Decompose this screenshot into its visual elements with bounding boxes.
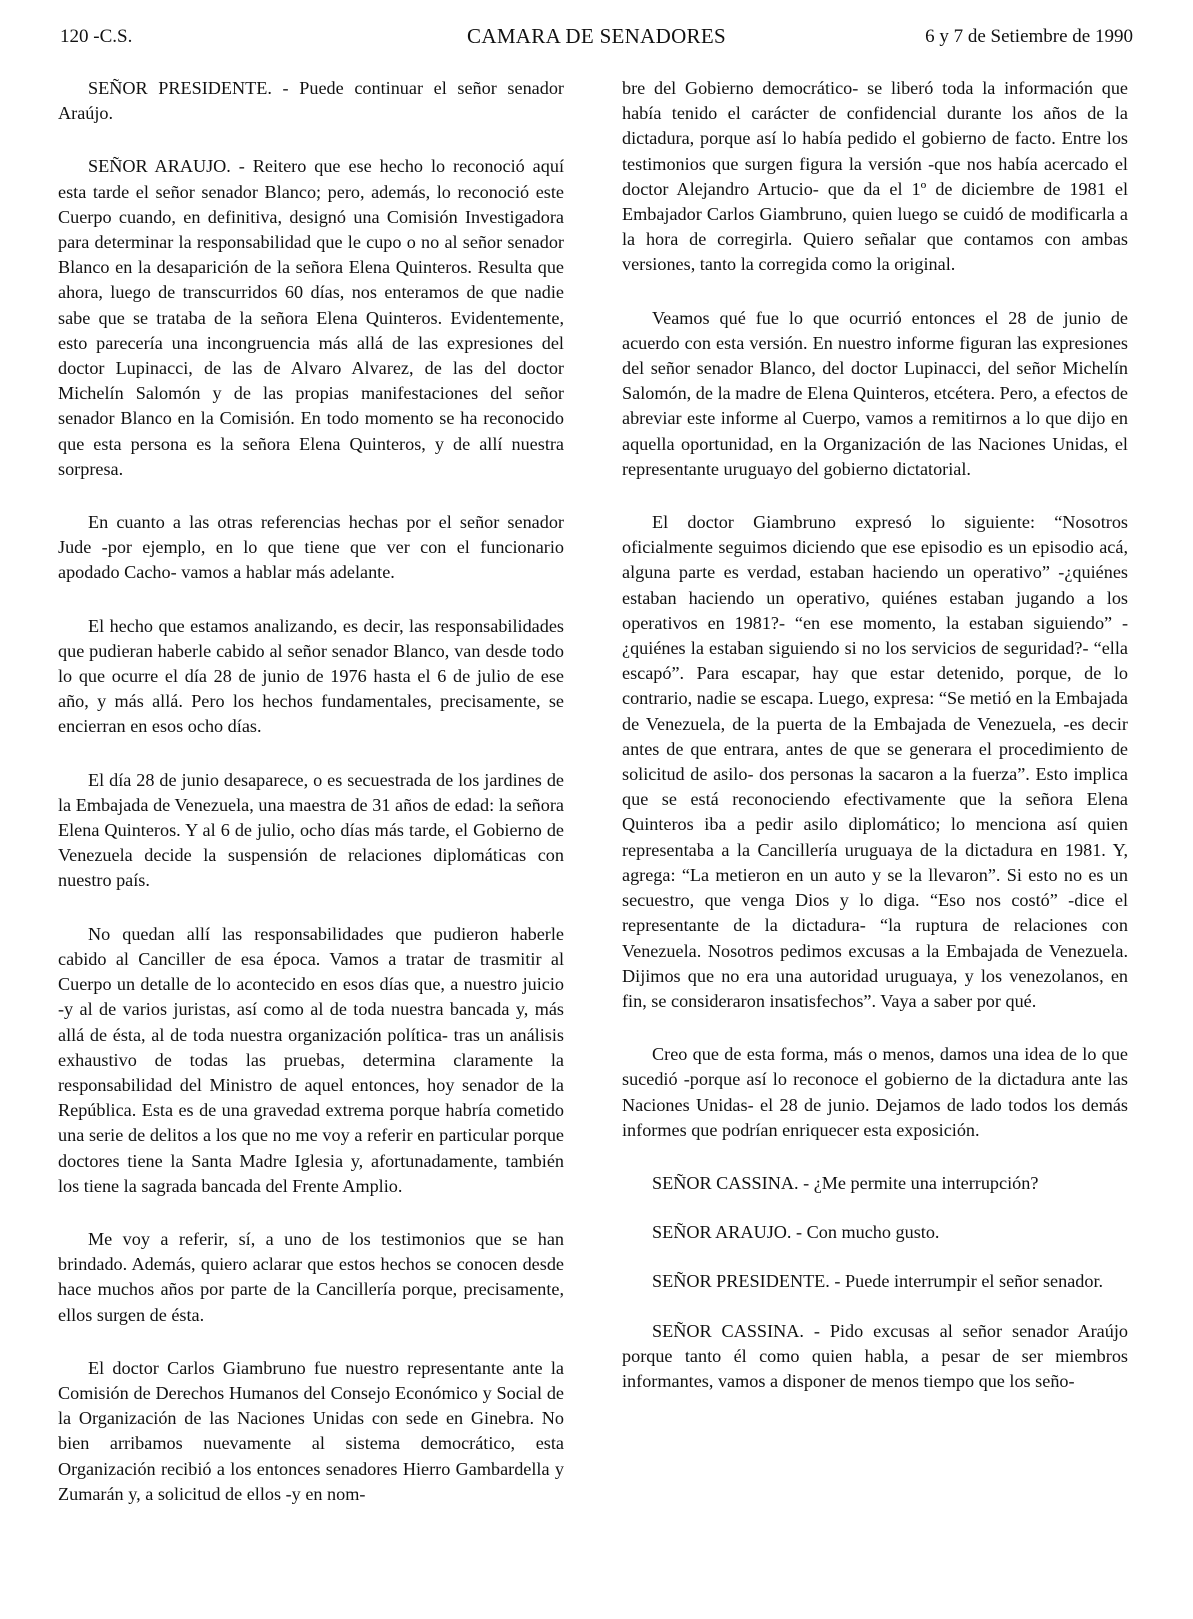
right-column	[622, 76, 1128, 1422]
paragraph: El hecho que estamos analizando, es decir, las responsabilidades que pudieran haberle cabido al señor senador Blanco, van desde todo lo que ocurre el día 28 de junio de 1976 hasta el 6 de julio de ese año, y más allá. Pero los hechos fundamentales, precisamente, se encierran en esos ocho días.	[58, 615, 564, 737]
paragraph: SEÑOR CASSINA. - ¿Me permite una interrupción?	[652, 1172, 1039, 1193]
paragraph: No quedan allí las responsabilidades que pudieron haberle cabido al Canciller de esa época. Vamos a tratar de trasmitir al Cuerpo un detalle de lo acontecido en esos días que, a nuestro juicio -y al de varios juristas, así como al de toda nuestra bancada y, más allá de ésta, al de toda nuestra organización política- tras un análisis exhaustivo de todas las pruebas, determina claramente la responsabilidad del Ministro de aquel entonces, hoy senador de la República. Esta es de una gravedad extrema porque habría cometido una serie de delitos a los que no me voy a referir en particular porque doctores tiene la Santa Madre Iglesia y, afortunadamente, también los tiene la sagrada bancada del Frente Amplio.	[58, 923, 564, 1196]
paragraph: SEÑOR ARAUJO. - Con mucho gusto.	[652, 1222, 940, 1243]
left-column	[58, 76, 564, 1535]
paragraph: bre del Gobierno democrático- se liberó toda la información que había tenido el carácter de confidencial durante los años de la dictadura, porque así lo había pedido el gobierno de facto. Entre los testimonios que surgen figura la versión -que nos había acercado el doctor Alejandro Artucio- que da el 1º de diciembre de 1981 el Embajador Carlos Giambruno, quien luego se cuidó de modificarla a la hora de corregirla. Quiero señalar que contamos con ambas versiones, tanto la corregida como la original.	[622, 78, 1128, 275]
paragraph: SEÑOR PRESIDENTE. - Puede interrumpir el señor senador.	[652, 1271, 1104, 1292]
paragraph: SEÑOR PRESIDENTE. - Puede continuar el señor senador Araújo.	[58, 78, 564, 124]
paragraph: SEÑOR CASSINA. - Pido excusas al señor senador Araújo porque tanto él como quien habla, a pesar de ser miembros informantes, vamos a disponer de menos tiempo que los seño-	[622, 1320, 1128, 1391]
paragraph: Me voy a referir, sí, a uno de los testimonios que se han brindado. Además, quiero aclarar que estos hechos se conocen desde hace muchos años por parte de la Cancillería porque, precisamente, ellos surgen de ésta.	[58, 1228, 564, 1325]
paragraph: Veamos qué fue lo que ocurrió entonces el 28 de junio de acuerdo con esta versión. En nuestro informe figuran las expresiones del señor senador Blanco, del doctor Lupinacci, del señor Michelín Salomón, de la madre de Elena Quinteros, etcétera. Pero, a efectos de abreviar este informe al Cuerpo, vamos a remitirnos a lo que dijo en aquella oportunidad, en la Organización de las Naciones Unidas, el representante uruguayo del gobierno dictatorial.	[622, 307, 1128, 479]
paragraph: SEÑOR ARAUJO. - Reitero que ese hecho lo reconoció aquí esta tarde el señor senador Blanco; pero, además, lo reconoció este Cuerpo cuando, en definitiva, designó una Comisión Investigadora para determinar la responsabilidad que le cupo o no al señor senador Blanco en la desaparición de la señora Elena Quinteros. Resulta que ahora, luego de transcurridos 60 días, nos enteramos de que nadie sabe que se trataba de la señora Elena Quinteros. Evidentemente, esto parecería una incongruencia más allá de las expresiones del doctor Lupinacci, de las de Alvaro Alvarez, de las del doctor Michelín Salomón y de las propias manifestaciones del señor senador Blanco en la Comisión. En todo momento se ha reconocido que esta persona es la señora Elena Quinteros, y de allí nuestra sorpresa.	[58, 156, 564, 479]
paragraph: El doctor Giambruno expresó lo siguiente: “Nosotros oficialmente seguimos diciendo que ese episodio es un episodio acá, alguna parte es verdad, estaban haciendo un operativo” -¿quiénes estaban haciendo un operativo, quiénes estaban jugando a los operativos en 1981?- “en ese momento, la estaban siguiendo” -¿quiénes la estaban siguiendo si no los servicios de seguridad?- “ella escapó”. Para escapar, hay que estar detenido, porque, de lo contrario, nadie se escapa. Luego, expresa: “Se metió en la Embajada de Venezuela, de la puerta de la Embajada de Venezuela, -es decir antes de que entrara, antes de que se generara el procedimiento de solicitud de asilo- dos personas la sacaron a la fuerza”. Esto implica que se está reconociendo efectivamente que la señora Elena Quinteros iba a pedir asilo diplomático; lo menciona así quien representaba a la Cancillería uruguaya de la dictadura en 1981. Y, agrega: “La metieron en un auto y se la llevaron”. Si esto no es un secuestro, que venga Dios y lo diga. “Eso nos costó” -dice el representante de la dictadura- “la ruptura de relaciones con Venezuela. Nosotros pedimos excusas a la Embajada de Venezuela. Dijimos que no era una autoridad uruguaya, y los venezolanos, en fin, se consideraron insatisfechos”. Vaya a saber por qué.	[622, 512, 1128, 1011]
paragraph: Creo que de esta forma, más o menos, damos una idea de lo que sucedió -porque así lo reconoce el gobierno de la dictadura ante las Naciones Unidas- el 28 de junio. Dejamos de lado todos los demás informes que podrían enriquecer esta exposición.	[622, 1044, 1128, 1140]
paragraph: El día 28 de junio desaparece, o es secuestrada de los jardines de la Embajada de Venezuela, una maestra de 31 años de edad: la señora Elena Quinteros. Y al 6 de julio, ocho días más tarde, el Gobierno de Venezuela decide la suspensión de relaciones diplomáticas con nuestro país.	[58, 769, 564, 891]
session-date: 6 y 7 de Setiembre de 1990	[925, 26, 1133, 47]
page-number: 120 -C.S.	[60, 26, 133, 47]
chamber-title: CAMARA DE SENADORES	[467, 24, 726, 48]
paragraph: En cuanto a las otras referencias hechas por el señor senador Jude -por ejemplo, en lo que tiene que ver con el funcionario apodado Cacho- vamos a hablar más adelante.	[58, 512, 564, 583]
paragraph: El doctor Carlos Giambruno fue nuestro representante ante la Comisión de Derechos Humanos del Consejo Económico y Social de la Organización de las Naciones Unidas con sede en Ginebra. No bien arribamos nuevamente al sistema democrático, esta Organización recibió a los entonces senadores Hierro Gambardella y Zumarán y, a solicitud de ellos -y en nom-	[58, 1357, 564, 1504]
page-header	[60, 26, 1133, 56]
